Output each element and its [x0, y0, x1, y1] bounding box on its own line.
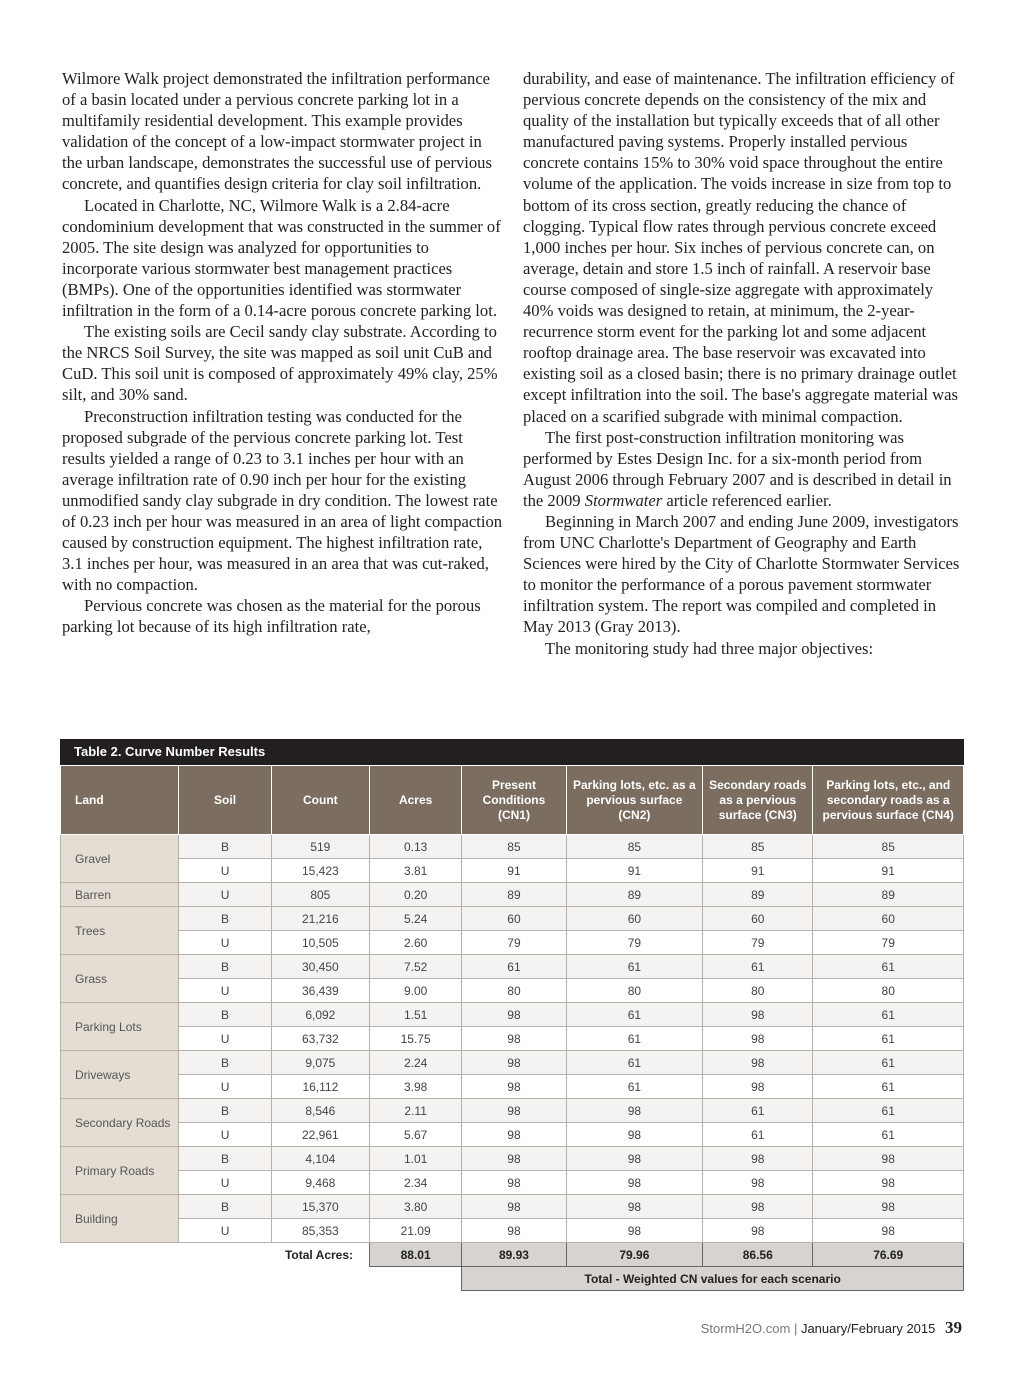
cn3-cell: 60 — [703, 907, 813, 931]
cn4-cell: 80 — [813, 979, 964, 1003]
cn1-cell: 89 — [462, 883, 566, 907]
cn4-cell: 61 — [813, 1051, 964, 1075]
cn2-cell: 60 — [566, 907, 702, 931]
table-row — [61, 835, 964, 859]
header-cn3: Secondary roads as a pervious surface (CN3) — [703, 766, 813, 835]
land-cell: Trees — [61, 907, 179, 955]
table-row — [61, 1171, 964, 1195]
footer-site: StormH2O.com — [700, 1321, 791, 1336]
count-cell: 10,505 — [271, 931, 369, 955]
article-paragraph — [523, 427, 965, 511]
soil-cell: B — [179, 955, 271, 979]
cn2-cell: 98 — [566, 1147, 702, 1171]
cn3-cell: 98 — [703, 1195, 813, 1219]
cn4-cell: 98 — [813, 1147, 964, 1171]
table-row — [61, 1219, 964, 1243]
soil-cell: B — [179, 1051, 271, 1075]
soil-cell: B — [179, 1003, 271, 1027]
cn4-cell: 60 — [813, 907, 964, 931]
soil-cell: B — [179, 835, 271, 859]
total-acres: 88.01 — [370, 1243, 462, 1267]
count-cell: 30,450 — [271, 955, 369, 979]
article-paragraph: Preconstruction infiltration testing was conducted for the proposed subgrade of the pervious concrete parking lot. Test results yielded a range of 0.23 to 3.1 inches per hour with an average infiltration rate of 0.90 inch per hour for the existing unmodified sandy clay subgrade in dry condition. The lowest rate of 0.23 inch per hour was measured in an area of light compaction caused by construction equipment. The highest infiltration rate, 3.1 inches per hour, was measured in an area that was cut-raked, with no compaction. — [62, 406, 503, 595]
soil-cell: U — [179, 979, 271, 1003]
cn1-cell: 98 — [462, 1003, 566, 1027]
total-cn3: 86.56 — [703, 1243, 813, 1267]
table-row — [61, 1123, 964, 1147]
land-cell: Parking Lots — [61, 1003, 179, 1051]
cn1-cell: 79 — [462, 931, 566, 955]
cn2-cell: 89 — [566, 883, 702, 907]
cn2-cell: 98 — [566, 1099, 702, 1123]
cn2-cell: 91 — [566, 859, 702, 883]
article-paragraph: Located in Charlotte, NC, Wilmore Walk is a 2.84-acre condominium development that was constructed in the summer of 2005. The site design was analyzed for opportunities to incorporate various stormwater best management practices (BMPs). One of the opportunities identified was stormwater infiltration in the form of a 0.14-acre porous concrete parking lot. — [62, 195, 501, 321]
cn2-cell: 61 — [566, 1027, 702, 1051]
count-cell: 63,732 — [271, 1027, 369, 1051]
cn2-cell: 98 — [566, 1219, 702, 1243]
count-cell: 9,075 — [271, 1051, 369, 1075]
cn2-cell: 79 — [566, 931, 702, 955]
cn3-cell: 89 — [703, 883, 813, 907]
article-paragraph: durability, and ease of maintenance. The infiltration efficiency of pervious concrete depends on the consistency of the mix and quality of the installation but typically exceeds that of all other manufactured paving systems. Properly installed pervious concrete contains 15% to 30% void space throughout the entire volume of the application. The voids increase in size from top to bottom of its cross section, greatly reducing the chance of clogging. Typical flow rates through pervious concrete exceed 1,000 inches per hour. Six inches of pervious concrete can, on average, detain and store 1.5 inch of rainfall. A reservoir base course composed of single-size aggregate with approximately 40% voids was designed to retain, at minimum, the 2-year-recurrence storm event for the parking lot and some adjacent rooftop drainage area. The base reservoir was excavated into existing soil as a closed basin; there is no primary drainage outlet except infiltration into the soil. The base's aggregate material was placed on a scarified subgrade with minimal compaction. — [523, 69, 958, 426]
soil-cell: U — [179, 1219, 271, 1243]
magazine-name: Stormwater — [584, 490, 663, 510]
soil-cell: U — [179, 1171, 271, 1195]
cn1-cell: 98 — [462, 1219, 566, 1243]
count-cell: 15,423 — [271, 859, 369, 883]
acres-cell: 5.24 — [370, 907, 462, 931]
soil-cell: U — [179, 883, 271, 907]
page-footer — [701, 1318, 962, 1338]
acres-cell: 3.81 — [370, 859, 462, 883]
soil-cell: U — [179, 859, 271, 883]
table-row — [61, 955, 964, 979]
count-cell: 6,092 — [271, 1003, 369, 1027]
table-row — [61, 1003, 964, 1027]
acres-cell: 7.52 — [370, 955, 462, 979]
cn4-cell: 79 — [813, 931, 964, 955]
table-row — [61, 1099, 964, 1123]
acres-cell: 1.01 — [370, 1147, 462, 1171]
cn4-cell: 91 — [813, 859, 964, 883]
table-row — [61, 883, 964, 907]
cn1-cell: 98 — [462, 1123, 566, 1147]
table-row — [61, 1051, 964, 1075]
header-count: Count — [271, 766, 369, 835]
table-row — [61, 1075, 964, 1099]
acres-cell: 0.13 — [370, 835, 462, 859]
cn4-cell: 98 — [813, 1219, 964, 1243]
cn4-cell: 89 — [813, 883, 964, 907]
table-row — [61, 979, 964, 1003]
acres-cell: 3.80 — [370, 1195, 462, 1219]
weighted-spacer — [61, 1267, 462, 1291]
soil-cell: U — [179, 1123, 271, 1147]
footer-separator: | — [793, 1321, 798, 1336]
cn2-cell: 98 — [566, 1123, 702, 1147]
table-row — [61, 907, 964, 931]
cn3-cell: 98 — [703, 1171, 813, 1195]
cn1-cell: 85 — [462, 835, 566, 859]
cn1-cell: 98 — [462, 1075, 566, 1099]
cn3-cell: 61 — [703, 1123, 813, 1147]
cn2-cell: 61 — [566, 1051, 702, 1075]
left-text-column — [62, 68, 504, 638]
total-cn1: 89.93 — [462, 1243, 566, 1267]
header-soil: Soil — [179, 766, 271, 835]
cn2-cell: 80 — [566, 979, 702, 1003]
table-header-row — [61, 766, 964, 835]
right-text-column — [523, 68, 965, 659]
cn3-cell: 79 — [703, 931, 813, 955]
cn3-cell: 98 — [703, 1003, 813, 1027]
header-land: Land — [61, 766, 179, 835]
cn3-cell: 61 — [703, 955, 813, 979]
soil-cell: B — [179, 1195, 271, 1219]
cn4-cell: 61 — [813, 1003, 964, 1027]
cn4-cell: 61 — [813, 955, 964, 979]
cn1-cell: 98 — [462, 1051, 566, 1075]
cn4-cell: 85 — [813, 835, 964, 859]
cn1-cell: 98 — [462, 1147, 566, 1171]
count-cell: 4,104 — [271, 1147, 369, 1171]
article-paragraph: The monitoring study had three major objectives: — [545, 638, 874, 658]
land-cell: Gravel — [61, 835, 179, 883]
cn3-cell: 80 — [703, 979, 813, 1003]
table-row — [61, 1027, 964, 1051]
acres-cell: 2.34 — [370, 1171, 462, 1195]
count-cell: 85,353 — [271, 1219, 369, 1243]
count-cell: 519 — [271, 835, 369, 859]
cn3-cell: 91 — [703, 859, 813, 883]
cn3-cell: 98 — [703, 1027, 813, 1051]
count-cell: 36,439 — [271, 979, 369, 1003]
cn4-cell: 98 — [813, 1195, 964, 1219]
header-cn1: Present Conditions (CN1) — [462, 766, 566, 835]
acres-cell: 9.00 — [370, 979, 462, 1003]
count-cell: 8,546 — [271, 1099, 369, 1123]
cn1-cell: 98 — [462, 1195, 566, 1219]
soil-cell: B — [179, 1099, 271, 1123]
article-paragraph: Wilmore Walk project demonstrated the infiltration performance of a basin located under a pervious concrete parking lot in a multifamily residential development. This example provides validation of the concept of a low-impact stormwater project in the urban landscape, demonstrates the successful use of pervious concrete, and quantifies design criteria for clay soil infiltration. — [62, 69, 492, 194]
acres-cell: 3.98 — [370, 1075, 462, 1099]
cn2-cell: 61 — [566, 1075, 702, 1099]
cn3-cell: 98 — [703, 1219, 813, 1243]
curve-number-table — [60, 739, 964, 1291]
cn4-cell: 98 — [813, 1171, 964, 1195]
land-cell: Barren — [61, 883, 179, 907]
cn1-cell: 60 — [462, 907, 566, 931]
cn3-cell: 98 — [703, 1075, 813, 1099]
cn4-cell: 61 — [813, 1099, 964, 1123]
cn1-cell: 98 — [462, 1099, 566, 1123]
totals-label: Total Acres: — [61, 1243, 370, 1267]
cn3-cell: 98 — [703, 1147, 813, 1171]
cn4-cell: 61 — [813, 1123, 964, 1147]
acres-cell: 1.51 — [370, 1003, 462, 1027]
cn1-cell: 61 — [462, 955, 566, 979]
acres-cell: 15.75 — [370, 1027, 462, 1051]
cn1-cell: 80 — [462, 979, 566, 1003]
article-paragraph: The existing soils are Cecil sandy clay substrate. According to the NRCS Soil Survey, the site was mapped as soil unit CuB and CuD. This soil unit is composed of approximately 49% clay, 25% silt, and 30% sand. — [62, 322, 498, 405]
total-cn4: 76.69 — [813, 1243, 964, 1267]
paragraph-text: article referenced earlier. — [662, 490, 832, 510]
cn2-cell: 61 — [566, 1003, 702, 1027]
page-number: 39 — [945, 1318, 962, 1337]
acres-cell: 2.11 — [370, 1099, 462, 1123]
cn3-cell: 85 — [703, 835, 813, 859]
soil-cell: U — [179, 1027, 271, 1051]
count-cell: 21,216 — [271, 907, 369, 931]
soil-cell: B — [179, 907, 271, 931]
cn1-cell: 98 — [462, 1027, 566, 1051]
count-cell: 9,468 — [271, 1171, 369, 1195]
acres-cell: 21.09 — [370, 1219, 462, 1243]
cn4-cell: 61 — [813, 1027, 964, 1051]
land-cell: Driveways — [61, 1051, 179, 1099]
acres-cell: 5.67 — [370, 1123, 462, 1147]
land-cell: Grass — [61, 955, 179, 1003]
soil-cell: B — [179, 1147, 271, 1171]
header-cn4: Parking lots, etc., and secondary roads as a pervious surface (CN4) — [813, 766, 964, 835]
acres-cell: 0.20 — [370, 883, 462, 907]
count-cell: 22,961 — [271, 1123, 369, 1147]
acres-cell: 2.24 — [370, 1051, 462, 1075]
count-cell: 16,112 — [271, 1075, 369, 1099]
acres-cell: 2.60 — [370, 931, 462, 955]
cn3-cell: 61 — [703, 1099, 813, 1123]
table-row — [61, 1195, 964, 1219]
weighted-label: Total - Weighted CN values for each scenario — [462, 1267, 964, 1291]
weighted-row — [61, 1267, 964, 1291]
land-cell: Primary Roads — [61, 1147, 179, 1195]
soil-cell: U — [179, 931, 271, 955]
cn4-cell: 61 — [813, 1075, 964, 1099]
cn1-cell: 98 — [462, 1171, 566, 1195]
count-cell: 805 — [271, 883, 369, 907]
cn1-cell: 91 — [462, 859, 566, 883]
table-row — [61, 931, 964, 955]
header-cn2: Parking lots, etc. as a pervious surface (CN2) — [566, 766, 702, 835]
header-acres: Acres — [370, 766, 462, 835]
table-row — [61, 859, 964, 883]
land-cell: Building — [61, 1195, 179, 1243]
table-row — [61, 1147, 964, 1171]
table-body — [61, 835, 964, 1243]
cn2-cell: 98 — [566, 1171, 702, 1195]
paragraph-text: The first post-construction infiltration monitoring was performed by Estes Design Inc. for a six-month period from August 2006 through February 2007 and is described in detail in the 2009 — [523, 427, 952, 510]
footer-issue: January/February 2015 — [800, 1321, 936, 1336]
cn2-cell: 98 — [566, 1195, 702, 1219]
total-cn2: 79.96 — [566, 1243, 702, 1267]
cn3-cell: 98 — [703, 1051, 813, 1075]
land-cell: Secondary Roads — [61, 1099, 179, 1147]
article-paragraph: Beginning in March 2007 and ending June 2009, investigators from UNC Charlotte's Department of Geography and Earth Sciences were hired by the City of Charlotte Stormwater Services to monitor the performance of a porous pavement stormwater infiltration system. The report was compiled and completed in May 2013 (Gray 2013). — [523, 511, 960, 637]
totals-row — [61, 1243, 964, 1267]
count-cell: 15,370 — [271, 1195, 369, 1219]
cn2-cell: 61 — [566, 955, 702, 979]
table-title: Table 2. Curve Number Results — [60, 739, 964, 765]
cn2-cell: 85 — [566, 835, 702, 859]
article-paragraph: Pervious concrete was chosen as the material for the porous parking lot because of its high infiltration rate, — [62, 596, 481, 637]
soil-cell: U — [179, 1075, 271, 1099]
